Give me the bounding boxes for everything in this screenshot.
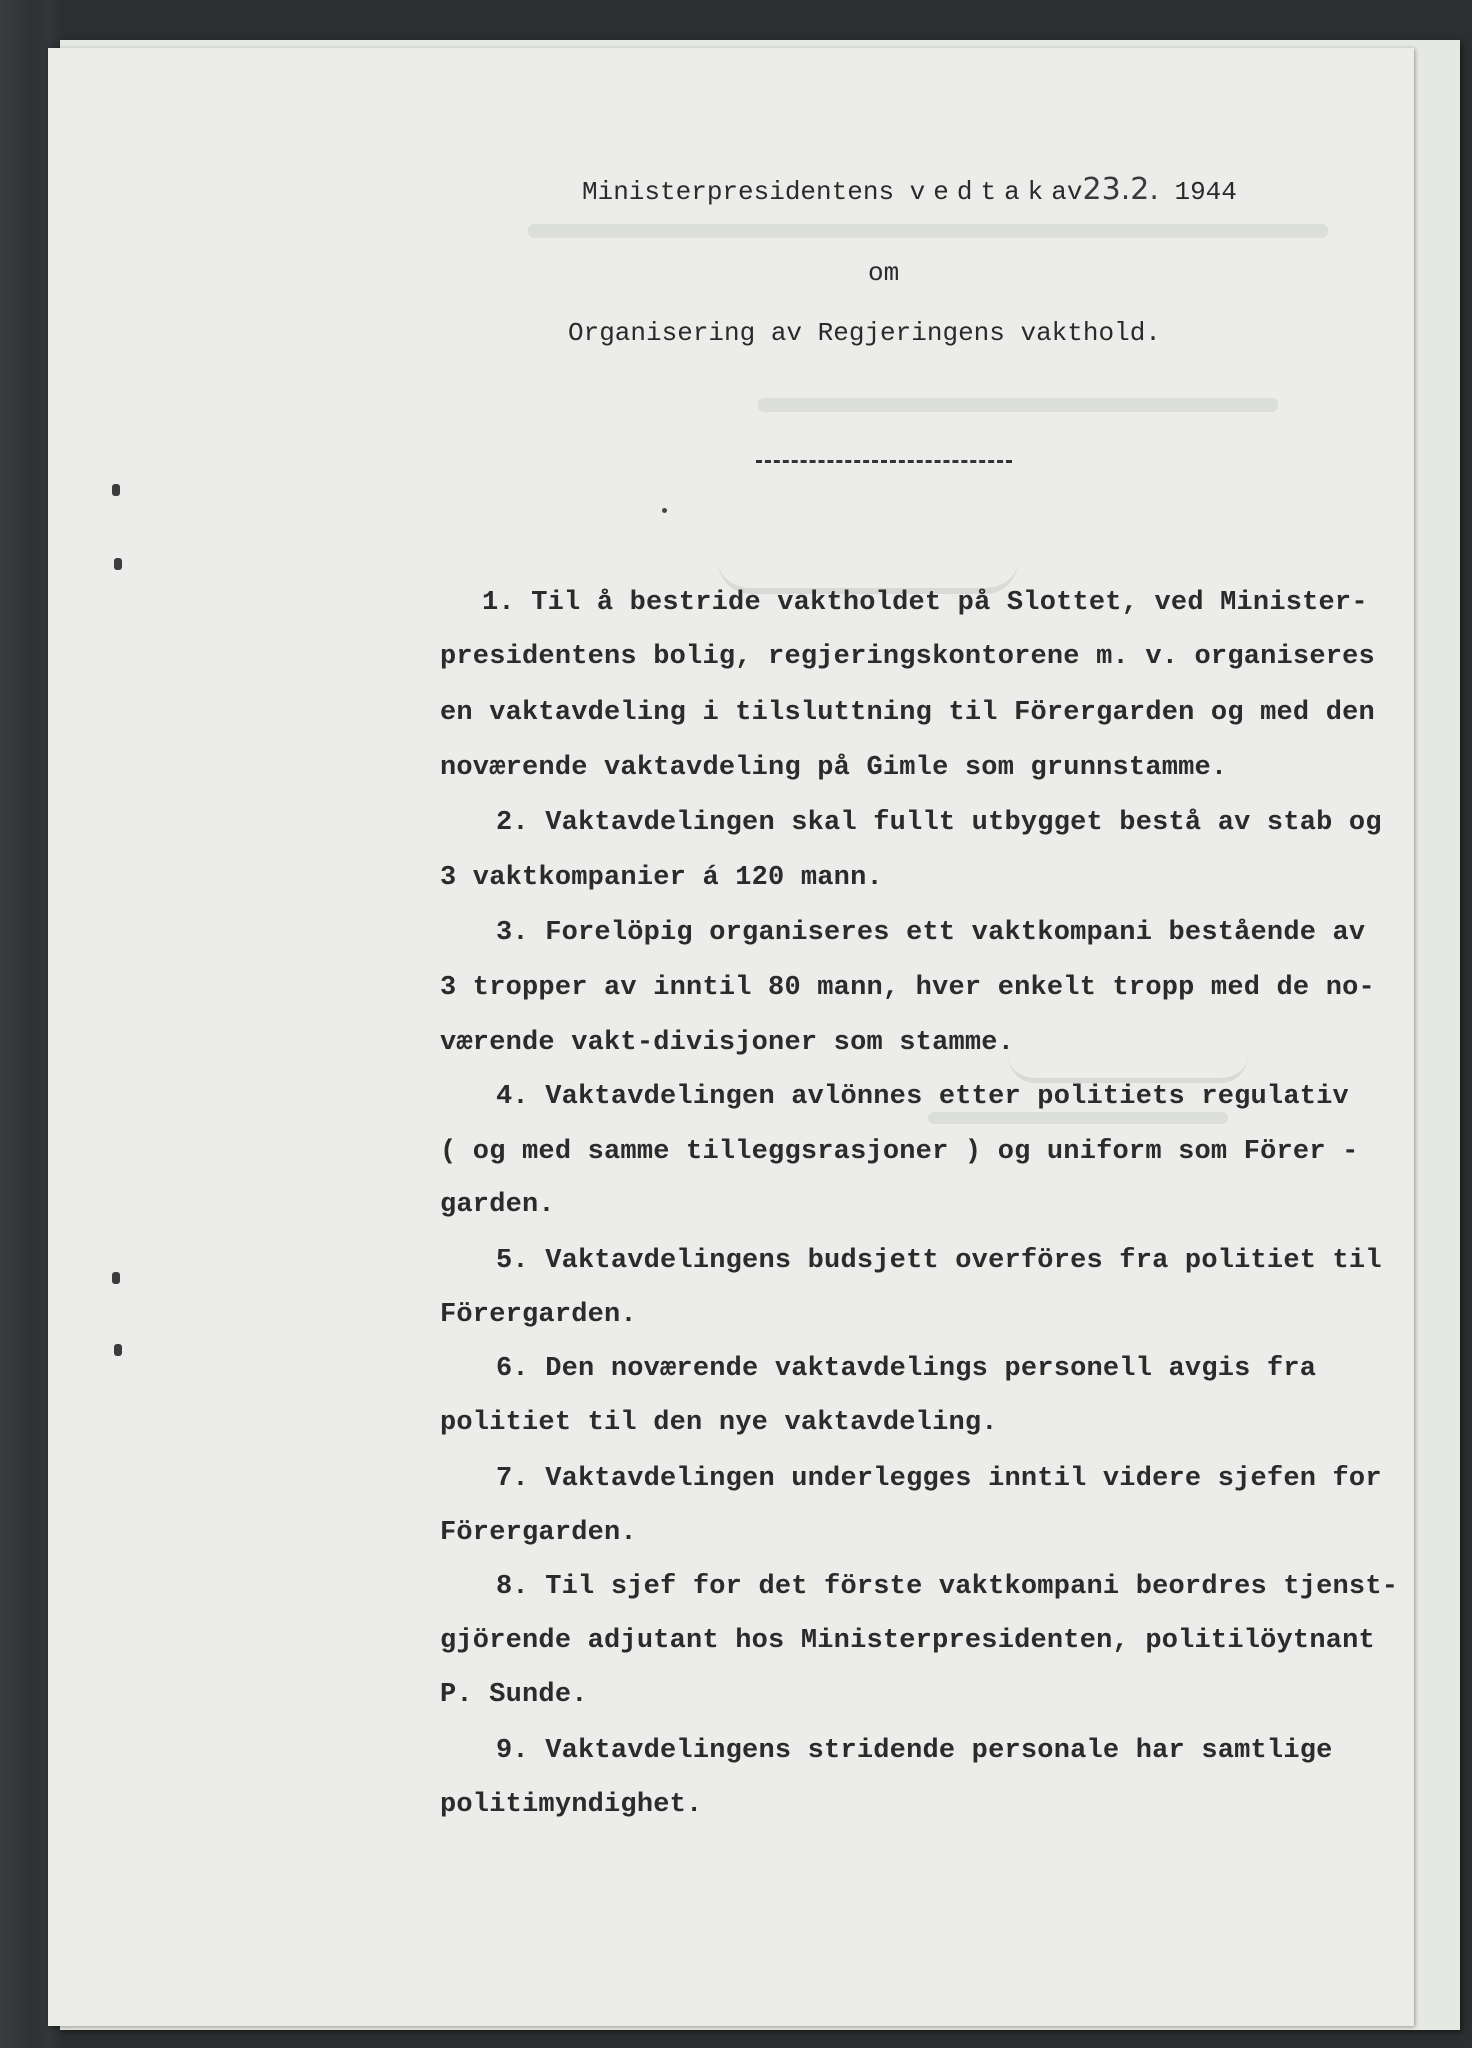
body-line: værende vakt-divisjoner som stamme.: [440, 1028, 1015, 1058]
title-av: av: [1051, 177, 1083, 207]
body-line: 4. Vaktavdelingen avlönnes etter politiets regulativ: [496, 1082, 1349, 1112]
bleed-through-signature: [1008, 1028, 1248, 1083]
binding-hole: [114, 558, 122, 570]
body-line: ( og med samme tilleggsrasjoner ) og uniform som Förer -: [440, 1137, 1359, 1167]
binding-hole: [114, 1344, 122, 1356]
bleed-through-line: [758, 398, 1278, 412]
body-line: Förergarden.: [440, 1300, 637, 1330]
title-spaced-word: vedtak: [909, 177, 1052, 207]
document-subject: Organisering av Regjeringens vakthold.: [568, 318, 1161, 348]
title-underline: [756, 460, 1012, 463]
body-line: politiet til den nye vaktavdeling.: [440, 1408, 998, 1438]
typed-dot: [662, 508, 667, 513]
body-line: 1. Til å bestride vaktholdet på Slottet, ved Minister-: [482, 588, 1368, 618]
binding-hole: [112, 1272, 120, 1284]
body-line: en vaktavdeling i tilsluttning til Förergarden og med den: [440, 698, 1375, 728]
body-line: politimyndighet.: [440, 1790, 703, 1820]
body-line: P. Sunde.: [440, 1680, 588, 1710]
title-prefix: Ministerpresidentens: [582, 177, 895, 207]
title-connector: om: [868, 258, 900, 288]
binding-hole: [112, 484, 120, 496]
body-line: presidentens bolig, regjeringskontorene m. v. organiseres: [440, 642, 1375, 672]
bleed-through-line: [928, 1112, 1228, 1124]
bleed-through-signature: [718, 528, 1018, 594]
body-line: Förergarden.: [440, 1518, 637, 1548]
body-line: 7. Vaktavdelingen underlegges inntil videre sjefen for: [496, 1464, 1382, 1494]
body-line: noværende vaktavdeling på Gimle som grunnstamme.: [440, 753, 1228, 783]
bleed-through-line: [528, 224, 1328, 238]
title-year: 1944: [1174, 177, 1237, 207]
body-line: 3 vaktkompanier á 120 mann.: [440, 863, 883, 893]
body-line: 9. Vaktavdelingens stridende personale har samtlige: [496, 1736, 1333, 1766]
handwritten-date: 23.2.: [1082, 172, 1159, 207]
body-line: gjörende adjutant hos Ministerpresidenten, politilöytnant: [440, 1626, 1375, 1656]
body-line: 2. Vaktavdelingen skal fullt utbygget bestå av stab og: [496, 808, 1382, 838]
document-title: [582, 172, 1237, 207]
body-line: 6. Den noværende vaktavdelings personell avgis fra: [496, 1354, 1317, 1384]
body-line: 5. Vaktavdelingens budsjett overföres fra politiet til: [496, 1246, 1382, 1276]
document-page: [48, 48, 1414, 2026]
body-line: 8. Til sjef for det förste vaktkompani beordres tjenst-: [496, 1572, 1399, 1602]
body-line: 3 tropper av inntil 80 mann, hver enkelt tropp med de no-: [440, 973, 1375, 1003]
body-line: garden.: [440, 1190, 555, 1220]
body-line: 3. Forelöpig organiseres ett vaktkompani bestående av: [496, 918, 1366, 948]
